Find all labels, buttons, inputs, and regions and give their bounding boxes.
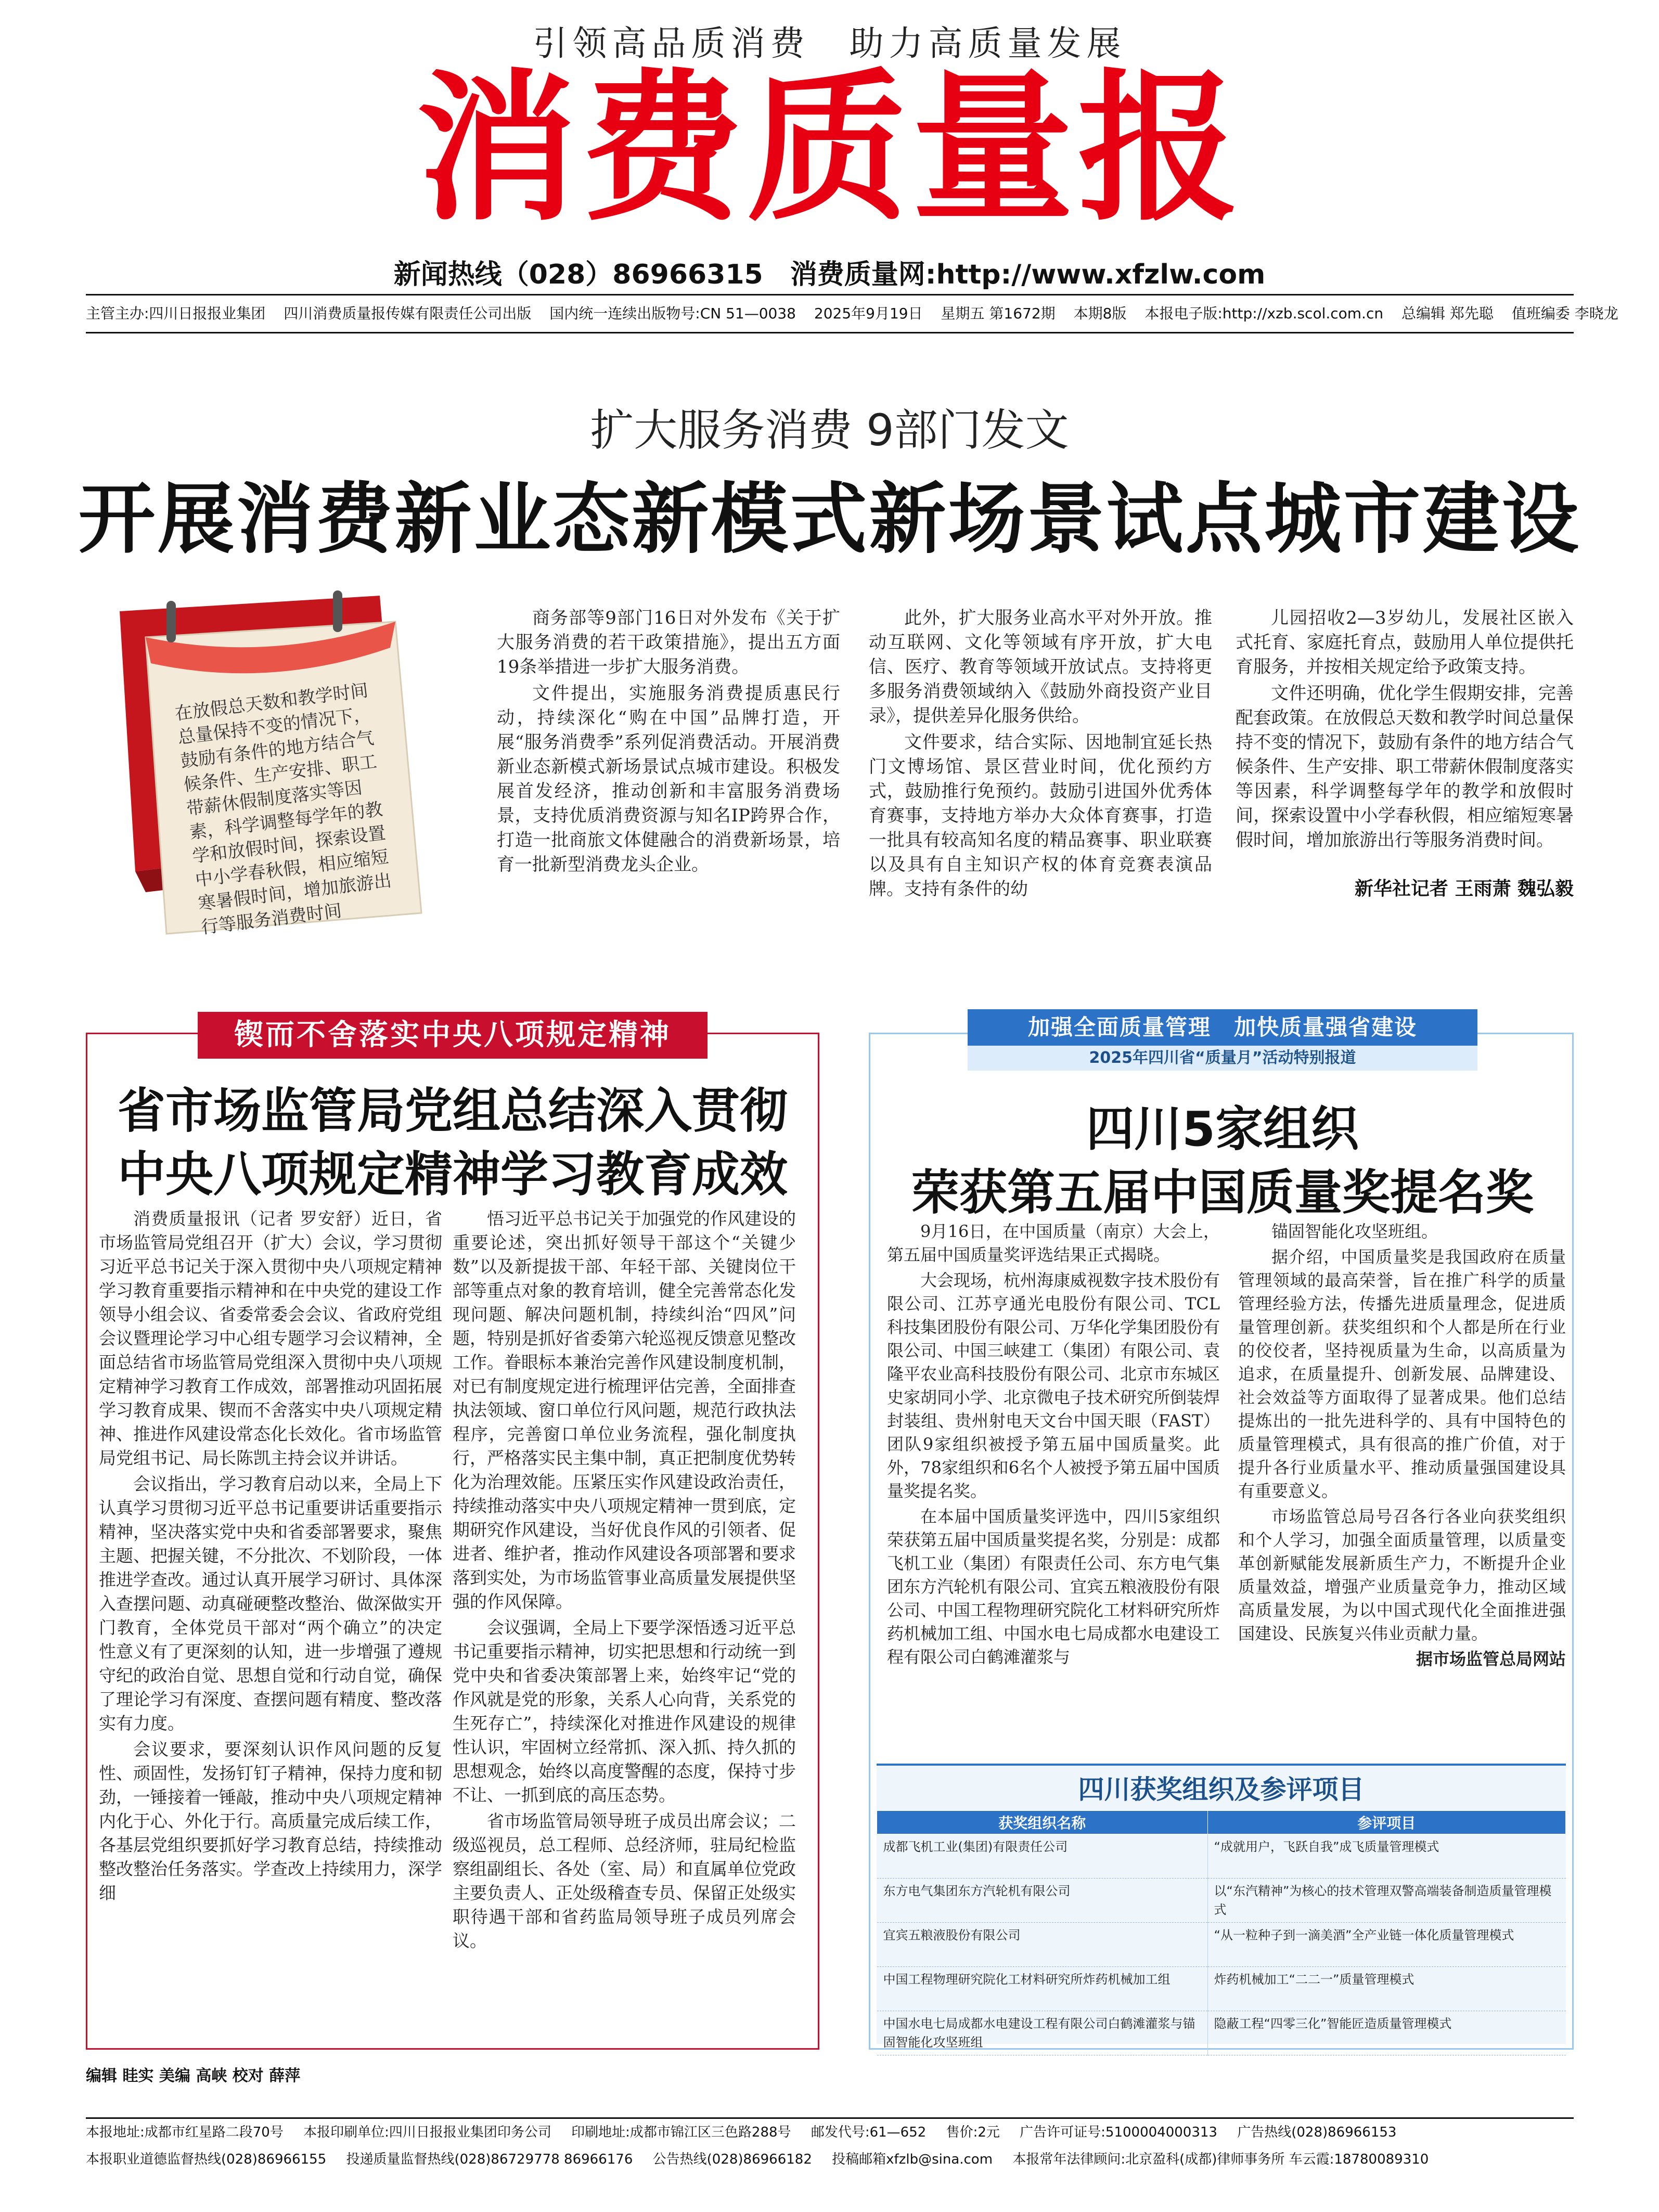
right-article-byline: 据市场监管总局网站 [1416, 1649, 1566, 1669]
right-article-column-2 [1238, 1220, 1566, 1671]
right-paragraph: 9月16日，在中国质量（南京）大会上，第五届中国质量奖评选结果正式揭晓。 [887, 1221, 1220, 1265]
lead-paragraph: 文件还明确，优化学生假期安排，完善配套政策。在放假总天数和教学时间总量保持不变的情况下，鼓励有条件的地方结合气候条件、生产安排、职工带薪休假制度落实等因素，科学调整每学年的教学和放假时间，探索设置中小学春秋假，相应缩短寒暑假时间，增加旅游出行等服务消费时间。 [1236, 683, 1574, 851]
left-article-title [94, 1079, 812, 1206]
footer-email[interactable]: 投稿邮箱xfzlb@sina.com [832, 2152, 993, 2167]
masthead-hotline: 新闻热线（028）86966315 消费质量网:http://www.xfzlw.com [393, 259, 1266, 290]
footer-print-address: 印刷地址:成都市锦江区三色路288号 [571, 2125, 791, 2140]
info-chief-editor: 总编辑 郑先聪 [1401, 305, 1494, 322]
left-article-column-1 [99, 1207, 442, 1907]
footer-notice-hotline: 公告热线(028)86966182 [652, 2152, 812, 2167]
footer-price: 售价:2元 [946, 2125, 1000, 2140]
info-bar [86, 294, 1618, 333]
info-e-edition[interactable]: 本报电子版:http://xzb.scol.com.cn [1144, 305, 1384, 322]
lead-byline: 新华社记者 王雨萧 魏弘毅 [1354, 878, 1574, 899]
footer-address: 本报地址:成都市红星路二段70号 [86, 2125, 284, 2140]
table-cell-org: 中国工程物理研究院化工材料研究所炸药机械加工组 [877, 1967, 1208, 2011]
left-paragraph: 消费质量报讯（记者 罗安舒）近日，省市场监管局党组召开（扩大）会议，学习贯彻习近平总书记关于深入贯彻中央八项规定精神学习教育重要指示精神和在中央党的建设工作领导小组会议、省委常委会会议、省政府党组会议暨理论学习中心组专题学习会议精神，全面总结省市场监管局党组深入贯彻中央八项规定精神学习教育工作成效，部署推动巩固拓展学习教育成果、锲而不舍落实中央八项规定精神、推进作风建设常态化长效化。省市场监管局党组书记、局长陈凯主持会议并讲话。 [99, 1208, 442, 1468]
left-paragraph: 悟习近平总书记关于加强党的作风建设的重要论述，突出抓好领导干部这个“关键少数”以及新提拔干部、年轻干部、关键岗位干部等重点对象的教育培训，健全完善常态化发现问题、解决问题机制，持续纠治“四风”问题，特别是抓好省委第六轮巡视反馈意见整改工作。眷眼标本兼治完善作风建设制度机制，对已有制度规定进行梳理评估完善，全面排查执法领域、窗口单位行风问题，规范行政执法程序，完善窗口单位业务流程，强化制度执行，严格落实民主集中制，真正把制度优势转化为治理效能。压紧压实作风建设政治责任，持续推动落实中央八项规定精神一贯到底，定期研究作风建设，当好优良作风的引领者、促进者、维护者，推动作风建设各项部署和要求落到实处，为市场监管事业高质量发展提供坚强的作风保障。 [453, 1208, 796, 1612]
footer-ad-license: 广告许可证号:5100004000313 [1020, 2125, 1217, 2140]
table-header-project: 参评项目 [1207, 1811, 1565, 1834]
footer-line-1 [86, 2119, 1574, 2146]
lead-paragraph: 商务部等9部门16日对外发布《关于扩大服务消费的若干政策措施》，提出五方面19条举措进一步扩大服务消费。 [497, 608, 840, 677]
lead-paragraph: 文件要求，结合实际、因地制宜延长热门文博场馆、景区营业时间，优化预约方式，鼓励推行免预约。鼓励引进国外优秀体育赛事，支持地方举办大众体育赛事，打造一批具有较高知名度的精品赛事、职业联赛以及具有自主知识产权的体育竞赛表演品牌。支持有条件的幼 [869, 732, 1212, 899]
info-cn-number: 国内统一连续出版物号:CN 51—0038 [549, 305, 796, 322]
left-article-banner: 锲而不舍落实中央八项规定精神 [198, 1012, 708, 1059]
lead-paragraph: 儿园招收2—3岁幼儿，发展社区嵌入式托育、家庭托育点，鼓励用人单位提供托育服务，并按相关规定给予政策支持。 [1236, 608, 1574, 677]
footer-bar [86, 2117, 1574, 2187]
right-article-banner-subtitle: 2025年四川省“质量月”活动特别报道 [968, 1046, 1477, 1071]
award-table-title: 四川获奖组织及参评项目 [1078, 1774, 1365, 1805]
right-title-line-1: 四川5家组织 [1086, 1101, 1359, 1157]
table-cell-org: 中国水电七局成都水电建设工程有限公司白鹤滩灌浆与锚固智能化攻坚班组 [877, 2011, 1208, 2055]
lead-paragraph: 此外，扩大服务业高水平对外开放。推动互联网、文化等领域有序开放，扩大电信、医疗、教育等领域开放试点。支持将更多服务消费领域纳入《鼓励外商投资产业目录》，提供差异化服务供给。 [869, 608, 1212, 726]
masthead-slogan: 引领高品质消费 助力高质量发展 [533, 23, 1126, 63]
table-cell-org: 成都飞机工业(集团)有限责任公司 [877, 1834, 1208, 1879]
lead-paragraph: 文件提出，实施服务消费提质惠民行动，持续深化“购在中国”品牌打造，开展“服务消费季”系列促消费活动。开展消费新业态新模式新场景试点城市建设。积极发展首发经济，推动创新和丰富服务消费场景，支持优质消费资源与知名IP跨界合作，打造一批商旅文体健融合的消费新场景，培育一批新型消费龙头企业。 [497, 683, 840, 875]
table-header-org: 获奖组织名称 [877, 1811, 1208, 1834]
table-cell-project: 隐蔽工程“四零三化”智能匠造质量管理模式 [1207, 2011, 1565, 2055]
footer-delivery-hotline: 投递质量监督热线(028)86729778 86966176 [346, 2152, 633, 2167]
right-article-title [884, 1098, 1561, 1225]
table-row [877, 1923, 1566, 1967]
footer-ad-hotline: 广告热线(028)86966153 [1237, 2125, 1397, 2140]
lead-headline: 开展消费新业态新模式新场景试点城市建设 [78, 474, 1581, 564]
footer-printer: 本报印刷单位:四川日报报业集团印务公司 [303, 2125, 551, 2140]
footer-postal-code: 邮发代号:61—652 [811, 2125, 927, 2140]
table-cell-project: “成就用户，飞跃自我”成飞质量管理模式 [1207, 1834, 1565, 1879]
table-cell-org: 宜宾五粮液股份有限公司 [877, 1923, 1208, 1967]
right-paragraph: 市场监管总局号召各行各业向获奖组织和个人学习，加强全面质量管理，以质量变革创新赋能发展新质生产力，不断提升企业质量效益，增强产业质量竞争力，推动区域高质量发展，为以中国式现代化全面推进强国建设、民族复兴伟业贡献力量。 [1238, 1507, 1566, 1643]
left-paragraph: 会议指出，学习教育启动以来，全局上下认真学习贯彻习近平总书记重要讲话重要指示精神，坚决落实党中央和省委部署要求，聚焦主题、把握关键，不分批次、不划阶段，一体推进学查改。通过认真开展学习研讨、具体深入查摆问题、动真碰硬整改整治、做深做实开门教育，全体党员干部对“两个确立”的决定性意义有了更深刻的认知，进一步增强了遵规守纪的政治自觉、思想自觉和行动自觉，确保了理论学习有深度、查摆问题有精度、整改落实有力度。 [99, 1474, 442, 1733]
right-paragraph: 锚固智能化攻坚班组。 [1271, 1221, 1438, 1241]
left-article-column-2 [453, 1207, 796, 1955]
info-issue: 星期五 第1672期 [941, 305, 1056, 322]
table-cell-project: 炸药机械加工“二二一”质量管理模式 [1207, 1967, 1565, 2011]
table-header-row [877, 1811, 1566, 1834]
masthead-title: 消费质量报 [416, 54, 1243, 243]
right-title-line-2: 荣获第五届中国质量奖提名奖 [911, 1165, 1534, 1220]
lead-column-1 [497, 606, 840, 879]
left-paragraph: 省市场监管局领导班子成员出席会议；二级巡视员，总工程师、总经济师，驻局纪检监察组副组长、各处（室、局）和直属单位党政主要负责人、正处级稽查专员、保留正处级实职待遇干部和省药监局领导班子成员列席会议。 [453, 1811, 796, 1951]
table-row [877, 1879, 1566, 1923]
table-row [877, 2011, 1566, 2055]
left-title-line-2: 中央八项规定精神学习教育成效 [117, 1147, 788, 1202]
footer-legal-counsel: 本报常年法律顾问:北京盈科(成都)律师事务所 车云霞:18780089310 [1012, 2152, 1429, 2167]
lead-kicker: 扩大服务消费 9部门发文 [590, 405, 1069, 456]
left-title-line-1: 省市场监管局党组总结深入贯彻 [117, 1083, 788, 1139]
table-row [877, 1967, 1566, 2011]
right-paragraph: 据介绍，中国质量奖是我国政府在质量管理领域的最高荣誉，旨在推广科学的质量管理经验方法，传播先进质量理念，促进质量管理创新。获奖组织和个人都是所在行业的佼佼者，坚持视质量为生命，以高质量为追求，在质量提升、创新发展、品牌建设、社会效益等方面取得了显著成果。他们总结提炼出的一批先进科学的、具有中国特色的质量管理模式，具有很高的推广价值，对于提升各行业质量水平、推动质量强国建设具有重要意义。 [1238, 1247, 1566, 1501]
lead-column-3 [1236, 606, 1574, 855]
info-pages: 本期8版 [1073, 305, 1127, 322]
info-publisher: 四川消费质量报传媒有限责任公司出版 [284, 305, 532, 322]
footer-ethics-hotline: 本报职业道德监督热线(028)86966155 [86, 2152, 327, 2167]
table-cell-org: 东方电气集团东方汽轮机有限公司 [877, 1879, 1208, 1923]
table-cell-project: “从一粒种子到一滴美酒”全产业链一体化质量管理模式 [1207, 1923, 1565, 1967]
lead-column-2 [869, 606, 1212, 904]
info-sponsor: 主管主办:四川日报报业集团 [86, 305, 266, 322]
info-duty-editor: 值班编委 李晓龙 [1511, 305, 1618, 322]
editors-credit: 编辑 眭实 美编 高峡 校对 薛萍 [86, 2067, 301, 2085]
info-date: 2025年9月19日 [814, 305, 923, 322]
award-table [877, 1810, 1566, 2055]
left-paragraph: 会议强调，全局上下要学深悟透习近平总书记重要指示精神，切实把思想和行动统一到党中央和省委决策部署上来，始终牢记“党的作风就是党的形象，关系人心向背，关系党的生死存亡”，持续深化对推进作风建设的规律性认识，牢固树立经常抓、深入抓、持久抓的思想观念，始终以高度警醒的态度，保持寸步不让、一抓到底的高压态势。 [453, 1617, 796, 1805]
right-paragraph: 大会现场，杭州海康威视数字技术股份有限公司、江苏亨通光电股份有限公司、TCL科技集团股份有限公司、万华化学集团股份有限公司、中国三峡建工（集团）有限公司、袁隆平农业高科技股份有限公司、北京市东城区史家胡同小学、北京微电子技术研究所倒装焊封装组、贵州射电天文台中国天眼（FAST）团队9家组织被授予第五届中国质量奖。此外，78家组织和6名个人被授予第五届中国质量奖提名奖。 [887, 1270, 1220, 1501]
left-paragraph: 会议要求，要深刻认识作风问题的反复性、顽固性，发扬钉钉子精神，保持力度和韧劲，一锤接着一锤敲，推动中央八项规定精神内化于心、外化于行。高质量完成后续工作，各基层党组织要抓好学习教育总结，持续推动整改整治任务落实。学查改上持续用力，深学细 [99, 1739, 442, 1903]
footer-line-2 [86, 2146, 1574, 2173]
table-cell-project: 以“东汽精神”为核心的技术管理双警高端装备制造质量管理模式 [1207, 1879, 1565, 1923]
right-paragraph: 在本届中国质量奖评选中，四川5家组织荣获第五届中国质量奖提名奖，分别是：成都飞机工业（集团）有限责任公司、东方电气集团东方汽轮机有限公司、宜宾五粮液股份有限公司、中国工程物理研究院化工材料研究所炸药机械加工组、中国水电七局成都水电建设工程有限公司白鹤滩灌浆与 [887, 1507, 1220, 1667]
calendar-text: 在放假总天数和教学时间总量保持不变的情况下，鼓励有条件的地方结合气候条件、生产安排、职工带薪休假制度落实等因素，科学调整每学年的教学和放假时间，探索设置中小学春秋假，相应缩短寒暑假时间，增加旅游出行等服务消费时间 [173, 680, 393, 938]
right-article-column-1 [887, 1220, 1220, 1671]
calendar-illustration [88, 580, 484, 955]
table-row [877, 1834, 1566, 1879]
right-article-banner: 加强全面质量管理 加快质量强省建设 [968, 1009, 1477, 1046]
